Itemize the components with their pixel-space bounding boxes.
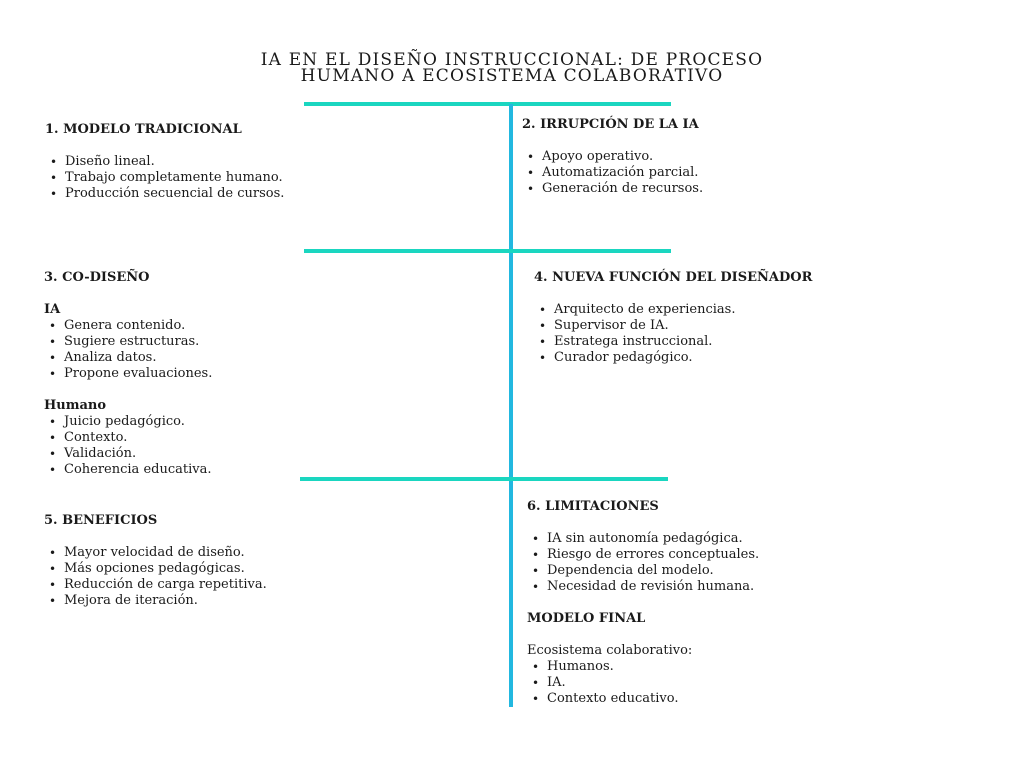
section-heading: 5. BENEFICIOS: [44, 513, 158, 528]
section-limitaciones: [527, 499, 759, 707]
divider-middle: [304, 249, 671, 253]
list-item: • Curador pedagógico.: [554, 350, 812, 366]
title-line-1: IA EN EL DISEÑO INSTRUCCIONAL: DE PROCESO: [260, 50, 764, 70]
divider-vertical: [509, 104, 513, 707]
bullet-list-ia: [44, 318, 212, 382]
section-co-diseno: [44, 270, 212, 478]
section-irrupcion-ia: [522, 117, 703, 197]
ia-label: IA: [44, 302, 61, 317]
list-item: • IA.: [547, 675, 759, 691]
section-heading: 2. IRRUPCIÓN DE LA IA: [522, 117, 699, 132]
list-item: • Dependencia del modelo.: [547, 563, 759, 579]
divider-bottom: [300, 477, 668, 481]
bullet-list: [527, 531, 759, 595]
section-heading: 3. CO-DISEÑO: [44, 270, 150, 285]
human-label: Humano: [44, 398, 107, 413]
section-nueva-funcion: [534, 270, 812, 366]
list-item: • Validación.: [64, 446, 212, 462]
list-item: • Generación de recursos.: [542, 181, 703, 197]
list-item: • Contexto.: [64, 430, 212, 446]
bullet-list-final: [527, 659, 759, 707]
list-item: • Contexto educativo.: [547, 691, 759, 707]
list-item: • Arquitecto de experiencias.: [554, 302, 812, 318]
bullet-list: [44, 545, 267, 609]
modelo-final-intro: Ecosistema colaborativo:: [527, 643, 693, 658]
list-item: • Genera contenido.: [64, 318, 212, 334]
list-item: • Mayor velocidad de diseño.: [64, 545, 267, 561]
list-item: • Más opciones pedagógicas.: [64, 561, 267, 577]
list-item: • Coherencia educativa.: [64, 462, 212, 478]
list-item: • Producción secuencial de cursos.: [65, 186, 284, 202]
list-item: • Juicio pedagógico.: [64, 414, 212, 430]
section-modelo-tradicional: [45, 122, 284, 202]
list-item: • Diseño lineal.: [65, 154, 284, 170]
list-item: • Sugiere estructuras.: [64, 334, 212, 350]
list-item: • Supervisor de IA.: [554, 318, 812, 334]
bullet-list: [522, 149, 703, 197]
list-item: • Riesgo de errores conceptuales.: [547, 547, 759, 563]
list-item: • Reducción de carga repetitiva.: [64, 577, 267, 593]
list-item: • Humanos.: [547, 659, 759, 675]
list-item: • Mejora de iteración.: [64, 593, 267, 609]
bullet-list: [534, 302, 812, 366]
section-heading: 6. LIMITACIONES: [527, 499, 659, 514]
section-heading: 4. NUEVA FUNCIÓN DEL DISEÑADOR: [534, 270, 813, 285]
list-item: • Analiza datos.: [64, 350, 212, 366]
list-item: • Necesidad de revisión humana.: [547, 579, 759, 595]
list-item: • Estratega instruccional.: [554, 334, 812, 350]
list-item: • Propone evaluaciones.: [64, 366, 212, 382]
list-item: • Trabajo completamente humano.: [65, 170, 284, 186]
list-item: • IA sin autonomía pedagógica.: [547, 531, 759, 547]
page-title: [200, 52, 824, 84]
bullet-list: [45, 154, 284, 202]
list-item: • Apoyo operativo.: [542, 149, 703, 165]
modelo-final-heading: MODELO FINAL: [527, 611, 646, 626]
title-line-2: HUMANO A ECOSISTEMA COLABORATIVO: [300, 66, 724, 86]
bullet-list-human: [44, 414, 212, 478]
section-beneficios: [44, 513, 267, 609]
list-item: • Automatización parcial.: [542, 165, 703, 181]
divider-top: [304, 102, 671, 106]
section-heading: 1. MODELO TRADICIONAL: [45, 122, 242, 137]
